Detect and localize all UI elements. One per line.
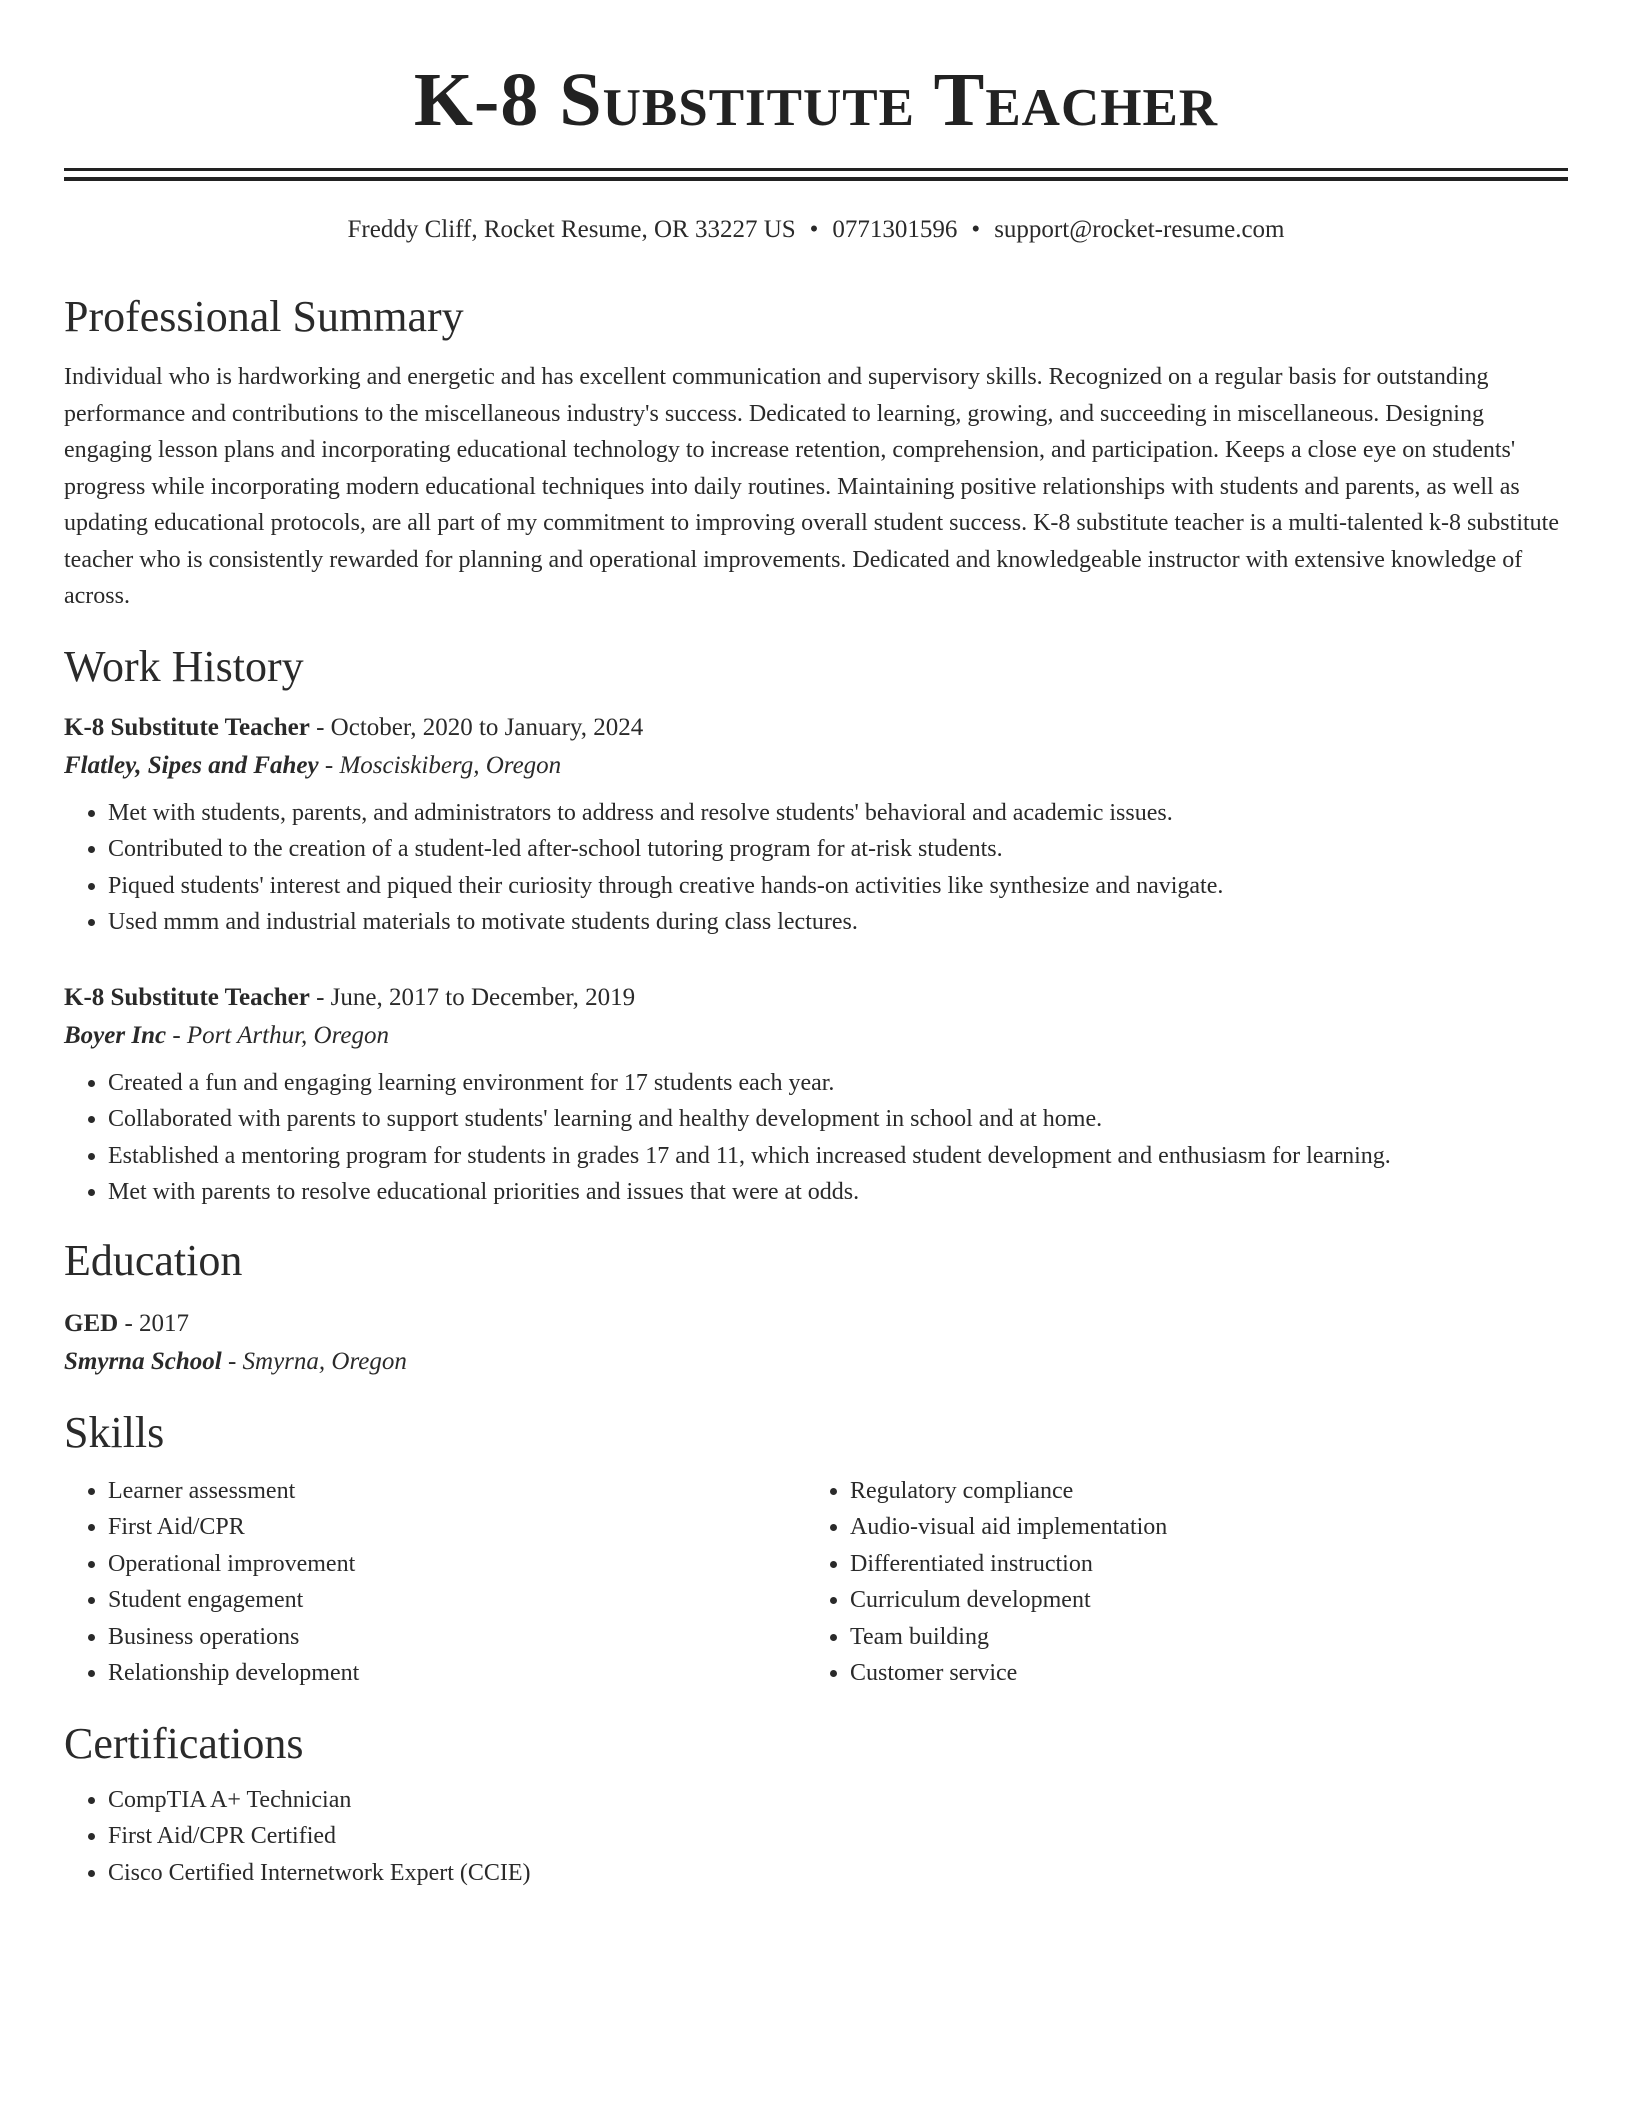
skill-item: • Audio-visual aid implementation xyxy=(850,1509,1167,1546)
title-divider-top xyxy=(64,168,1568,171)
work-history-heading: Work History xyxy=(64,641,304,691)
contact-separator: • xyxy=(809,216,819,243)
summary-heading: Professional Summary xyxy=(64,292,464,341)
contact-address: Freddy Cliff, Rocket Resume, OR 33227 US xyxy=(347,216,796,243)
certification-item: • CompTIA A+ Technician xyxy=(108,1782,1568,1819)
certification-item: • Cisco Certified Internetwork Expert (CCIE) xyxy=(108,1855,1568,1892)
job-location: - Port Arthur, Oregon xyxy=(166,1021,390,1049)
skills-heading: Skills xyxy=(64,1407,165,1457)
contact-separator: • xyxy=(971,216,981,243)
skills-columns xyxy=(64,1473,1568,1692)
skill-item: • Differentiated instruction xyxy=(850,1546,1167,1583)
skills-list-left xyxy=(64,1473,806,1692)
summary-text: Individual who is hardworking and energetic and has excellent communication and supervisory skills. Recognized on a regular basis for outstanding performance and contributions to the miscellaneous industry's success. Dedicated to learning, growing, and succeeding in miscellaneous. Designing engaging lesson plans and incorporating educational technology to increase retention, comprehension, and participation. Keeps a close eye on students' progress while incorporating modern educational techniques into daily routines. Maintaining positive relationships with students and parents, as well as updating educational protocols, are all part of my commitment to improving overall student success. K-8 substitute teacher is a multi-talented k-8 substitute teacher who is consistently rewarded for planning and operational improvements. Dedicated and knowledgeable instructor with extensive knowledge of across. xyxy=(64,364,1559,609)
title-divider-bottom xyxy=(64,177,1568,181)
job-title: K-8 Substitute Teacher xyxy=(64,983,310,1011)
job-company-line xyxy=(64,749,1568,783)
degree: GED xyxy=(64,1309,119,1337)
job-company: Flatley, Sipes and Fahey xyxy=(64,751,319,779)
skill-item: • Team building xyxy=(850,1619,1167,1656)
resume-title: K-8 Substitute Teacher xyxy=(413,58,1219,142)
job-dates: - October, 2020 to January, 2024 xyxy=(309,713,644,741)
school-name: Smyrna School xyxy=(64,1347,222,1375)
education-heading: Education xyxy=(64,1235,243,1285)
job-entry xyxy=(64,711,1568,941)
list-item: • Established a mentoring program for students in grades 17 and 11, which increased student development and enthusiasm for learning. xyxy=(108,1138,1568,1175)
degree-line xyxy=(64,1307,1568,1341)
skill-item: • Relationship development xyxy=(108,1655,806,1692)
list-item: • Met with parents to resolve educational priorities and issues that were at odds. xyxy=(108,1174,1568,1211)
job-title-line xyxy=(64,981,1568,1015)
list-item: • Used mmm and industrial materials to motivate students during class lectures. xyxy=(108,904,1568,941)
job-company-line xyxy=(64,1019,1568,1053)
job-bullets xyxy=(64,1065,1568,1211)
job-title-line xyxy=(64,711,1568,745)
skill-item: • Customer service xyxy=(850,1655,1167,1692)
job-bullets xyxy=(64,795,1568,941)
list-item: • Created a fun and engaging learning environment for 17 students each year. xyxy=(108,1065,1568,1102)
skills-list-right xyxy=(806,1473,1167,1692)
list-item: • Met with students, parents, and administrators to address and resolve students' behavioral and academic issues. xyxy=(108,795,1568,832)
list-item: • Piqued students' interest and piqued their curiosity through creative hands-on activities like synthesize and navigate. xyxy=(108,868,1568,905)
job-company: Boyer Inc xyxy=(64,1021,167,1049)
job-dates: - June, 2017 to December, 2019 xyxy=(309,983,636,1011)
skill-item: • First Aid/CPR xyxy=(108,1509,806,1546)
contact-email: support@rocket-resume.com xyxy=(994,216,1285,243)
skill-item: • Regulatory compliance xyxy=(850,1473,1167,1510)
certification-item: • First Aid/CPR Certified xyxy=(108,1818,1568,1855)
skill-item: • Learner assessment xyxy=(108,1473,806,1510)
certifications-list xyxy=(64,1782,1568,1892)
list-item: • Collaborated with parents to support students' learning and healthy development in school and at home. xyxy=(108,1101,1568,1138)
list-item: • Contributed to the creation of a student-led after-school tutoring program for at-risk students. xyxy=(108,831,1568,868)
contact-phone: 0771301596 xyxy=(832,216,958,243)
job-entry xyxy=(64,981,1568,1211)
contact-line xyxy=(64,215,1568,245)
school-line xyxy=(64,1345,1568,1379)
school-location: - Smyrna, Oregon xyxy=(221,1347,407,1375)
certifications-heading: Certifications xyxy=(64,1718,304,1768)
graduation-year: - 2017 xyxy=(118,1309,190,1337)
skill-item: • Curriculum development xyxy=(850,1582,1167,1619)
skill-item: • Operational improvement xyxy=(108,1546,806,1583)
job-location: - Mosciskiberg, Oregon xyxy=(318,751,562,779)
job-title: K-8 Substitute Teacher xyxy=(64,713,310,741)
skill-item: • Business operations xyxy=(108,1619,806,1656)
skill-item: • Student engagement xyxy=(108,1582,806,1619)
education-entry xyxy=(64,1307,1568,1379)
